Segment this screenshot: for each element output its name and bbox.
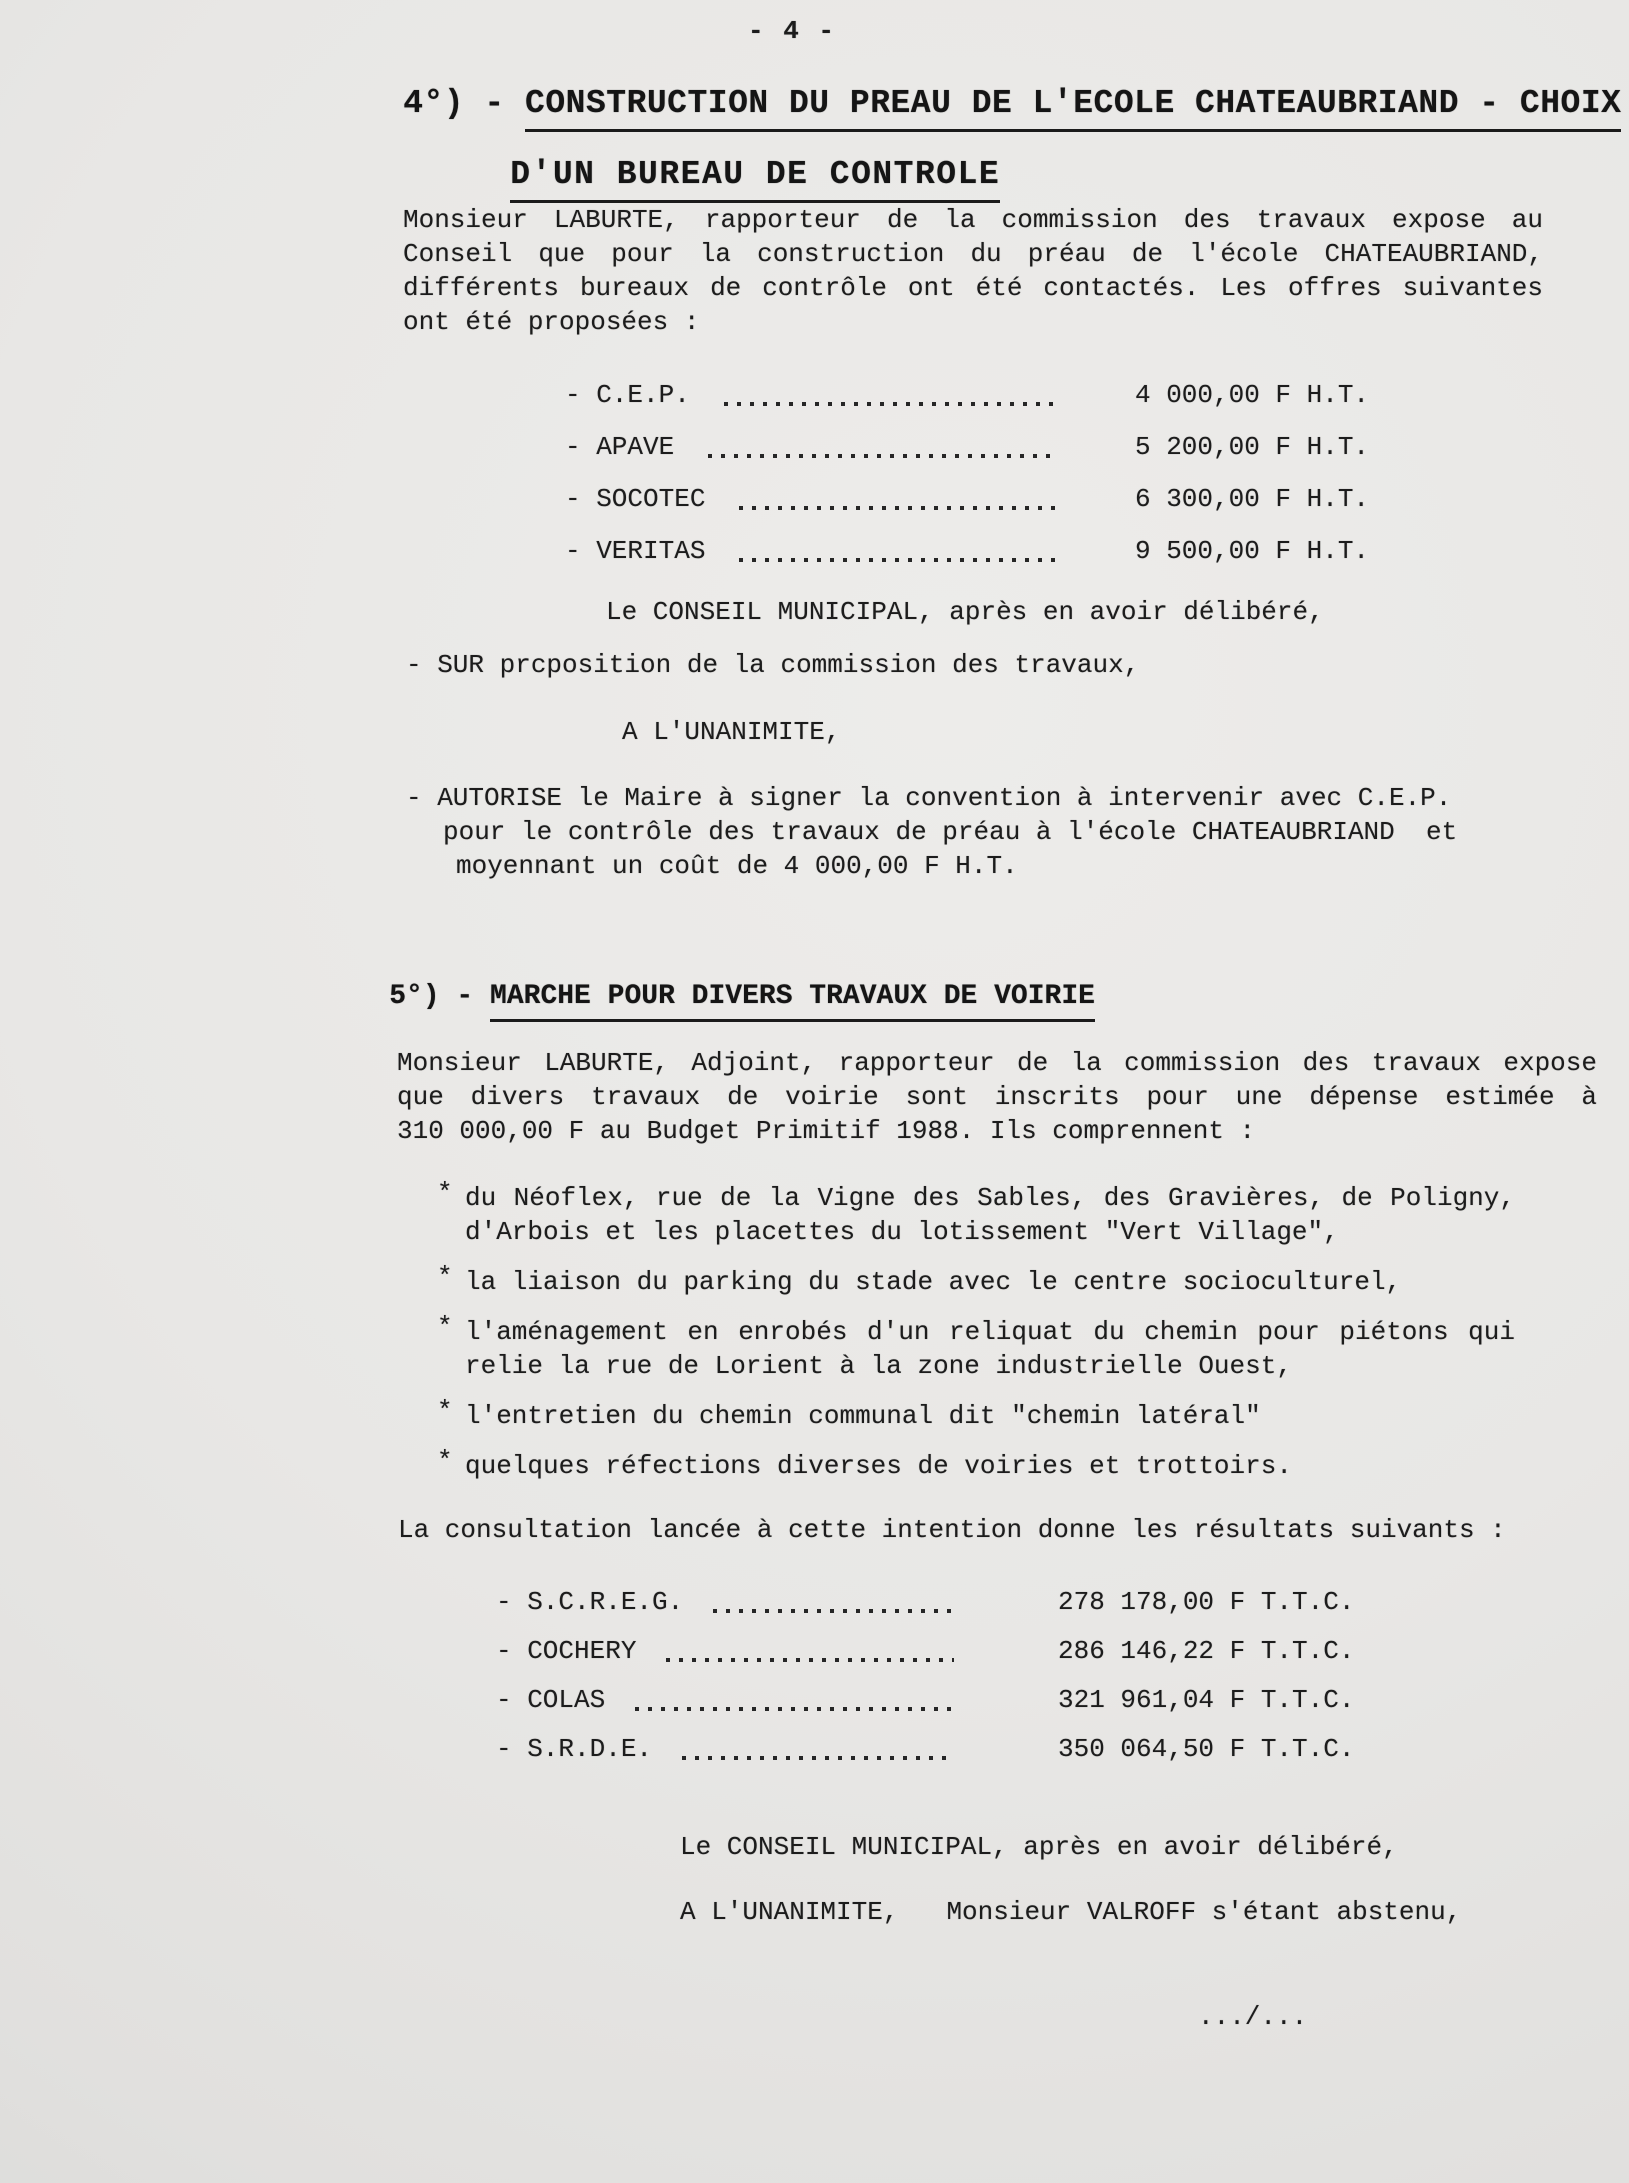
bullet-item [437, 1396, 1515, 1433]
offer-name: - SOCOTEC [565, 484, 706, 514]
dot-leader [666, 1658, 954, 1662]
bid-price: 350 064,50 F T.T.C. [1058, 1734, 1355, 1764]
offer-name: - C.E.P. [565, 380, 690, 410]
continuation-mark: .../... [1198, 2002, 1308, 2032]
works-bullet-list [437, 1178, 1515, 1499]
bullet-line: l'entretien du chemin communal dit "chemin latéral" [465, 1401, 1261, 1431]
bullet-item [437, 1178, 1515, 1249]
section5-index: 5°) - [389, 981, 491, 1012]
offer-row [565, 534, 1390, 568]
bullet-line: relie la rue de Lorient à la zone industrielle Ouest, [465, 1351, 1292, 1381]
autorise-line: - AUTORISE le Maire à signer la convention à intervenir avec C.E.P. [406, 783, 1452, 813]
asterisk-bullet-icon: * [437, 1178, 453, 1208]
offer-row [565, 430, 1390, 464]
offer-price: 5 200,00 F H.T. [1135, 432, 1370, 462]
bid-name: - COCHERY [496, 1636, 637, 1666]
bullet-line: d'Arbois et les placettes du lotissement "Vert Village", [465, 1217, 1339, 1247]
section5-heading [322, 946, 1095, 1048]
bullet-line: quelques réfections diverses de voiries et trottoirs. [465, 1451, 1292, 1481]
section5-unanimite: A L'UNANIMITE, [680, 1897, 899, 1927]
section5-title: MARCHE POUR DIVERS TRAVAUX DE VOIRIE [490, 981, 1095, 1022]
section4-title-line2: D'UN BUREAU DE CONTROLE [510, 156, 1000, 203]
bid-price: 286 146,22 F T.T.C. [1058, 1636, 1355, 1666]
section4-intro-paragraph [403, 203, 1543, 339]
bid-row [496, 1732, 1366, 1766]
bullet-line: l'aménagement en enrobés d'un reliquat du chemin pour piétons qui [465, 1317, 1515, 1347]
bid-name: - COLAS [496, 1685, 606, 1715]
dot-leader [682, 1756, 954, 1760]
paragraph-line: ont été proposées : [403, 307, 700, 337]
bid-row [496, 1683, 1366, 1717]
abstention-note: Monsieur VALROFF s'étant abstenu, [946, 1897, 1462, 1927]
offer-price: 6 300,00 F H.T. [1135, 484, 1370, 514]
bid-name: - S.C.R.E.G. [496, 1587, 684, 1617]
dot-leader [739, 506, 1059, 510]
autorise-line: moyennant un coût de 4 000,00 F H.T. [456, 851, 1018, 881]
asterisk-bullet-icon: * [437, 1312, 453, 1342]
offer-name: - APAVE [565, 432, 675, 462]
offer-row [565, 482, 1390, 516]
asterisk-bullet-icon: * [437, 1446, 453, 1476]
control-offices-offer-list [565, 378, 1390, 586]
asterisk-bullet-icon: * [437, 1262, 453, 1292]
offer-name: - VERITAS [565, 536, 706, 566]
bid-row [496, 1634, 1366, 1668]
section5-deliberation: Le CONSEIL MUNICIPAL, après en avoir délibéré, [680, 1832, 1398, 1862]
section4-unanimite: A L'UNANIMITE, [622, 717, 841, 747]
paragraph-line: Monsieur LABURTE, Adjoint, rapporteur de la commission des travaux expose [397, 1048, 1597, 1078]
bid-row [496, 1585, 1366, 1619]
bullet-item [437, 1262, 1515, 1299]
paragraph-line: que divers travaux de voirie sont inscrits pour une dépense estimée à [397, 1082, 1597, 1112]
road-works-bid-list [496, 1585, 1366, 1781]
bullet-line: la liaison du parking du stade avec le centre socioculturel, [465, 1267, 1402, 1297]
bullet-item [437, 1446, 1515, 1483]
dot-leader [713, 1609, 954, 1613]
bullet-item [437, 1312, 1515, 1383]
paragraph-line: 310 000,00 F au Budget Primitif 1988. Ils comprennent : [397, 1116, 1256, 1146]
asterisk-bullet-icon: * [437, 1396, 453, 1426]
consultation-results-line: La consultation lancée à cette intention donne les résultats suivants : [398, 1515, 1506, 1545]
section5-intro-paragraph [397, 1046, 1597, 1148]
bullet-line: du Néoflex, rue de la Vigne des Sables, des Gravières, de Poligny, [465, 1183, 1515, 1213]
section4-deliberation: Le CONSEIL MUNICIPAL, après en avoir délibéré, [606, 597, 1324, 627]
offer-price: 4 000,00 F H.T. [1135, 380, 1370, 410]
offer-row [565, 378, 1390, 412]
section4-index: 4°) - [403, 85, 526, 122]
paragraph-line: Monsieur LABURTE, rapporteur de la commission des travaux expose au [403, 205, 1543, 235]
section4-title-line1: CONSTRUCTION DU PREAU DE L'ECOLE CHATEAUBRIAND - CHOIX [525, 85, 1621, 132]
section5-vote-line [680, 1895, 1461, 1929]
section4-sur-proposition: - SUR prcposition de la commission des travaux, [406, 650, 1140, 680]
autorise-line: pour le contrôle des travaux de préau à l'école CHATEAUBRIAND et [443, 817, 1458, 847]
bid-price: 278 178,00 F T.T.C. [1058, 1587, 1355, 1617]
paragraph-line: différents bureaux de contrôle ont été contactés. Les offres suivantes [403, 273, 1543, 303]
section4-autorise-block [406, 781, 1457, 883]
dot-leader [739, 558, 1059, 562]
bid-price: 321 961,04 F T.T.C. [1058, 1685, 1355, 1715]
dot-leader [635, 1707, 954, 1711]
dot-leader [708, 454, 1059, 458]
offer-price: 9 500,00 F H.T. [1135, 536, 1370, 566]
paragraph-line: Conseil que pour la construction du préau de l'école CHATEAUBRIAND, [403, 239, 1543, 269]
page-number: - 4 - [748, 16, 837, 46]
bid-name: - S.R.D.E. [496, 1734, 653, 1764]
dot-leader [724, 402, 1059, 406]
